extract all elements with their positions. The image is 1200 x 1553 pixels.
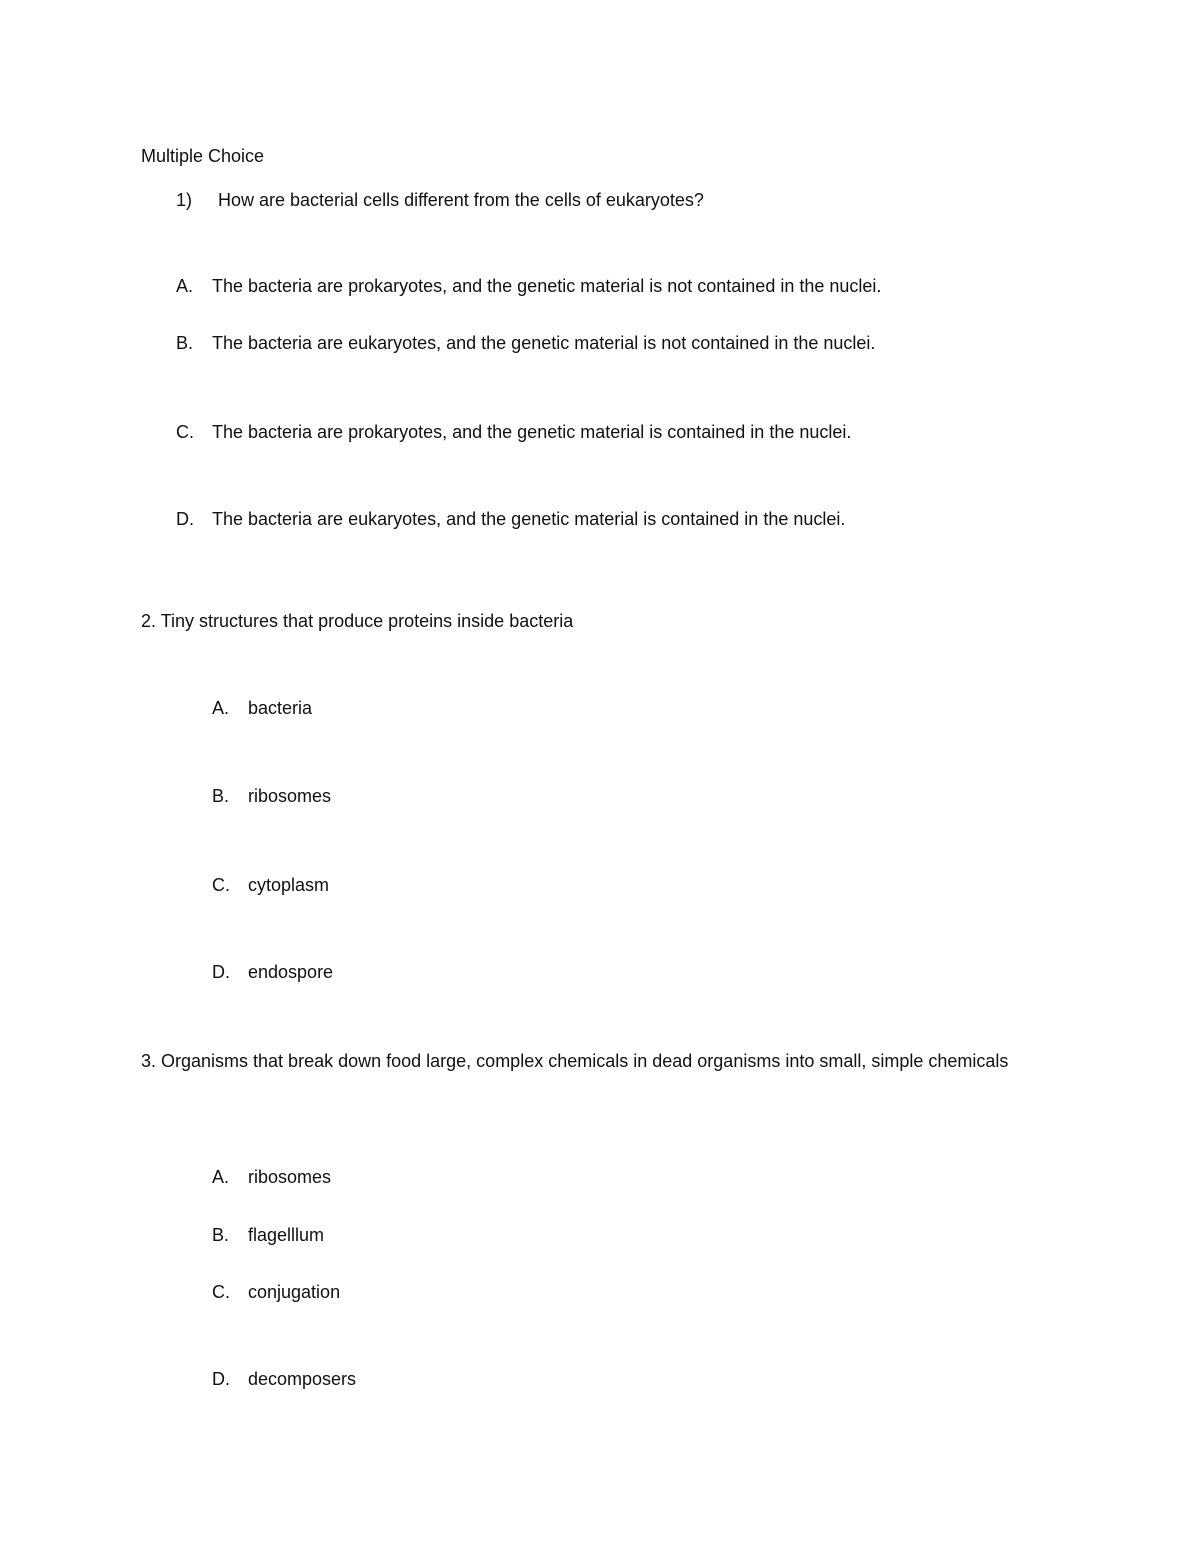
question-3-text: 3. Organisms that break down food large, complex chemicals in dead organisms into small, simple chemicals: [141, 1051, 1009, 1071]
q1-option-b: [176, 331, 875, 355]
option-letter: A.: [212, 1167, 230, 1187]
option-text: endospore: [248, 962, 334, 982]
option-letter: C.: [212, 1282, 230, 1302]
option-text: The bacteria are prokaryotes, and the genetic material is contained in the nuclei.: [212, 422, 852, 442]
option-text: The bacteria are eukaryotes, and the genetic material is contained in the nuclei.: [212, 509, 846, 529]
option-letter: C.: [176, 422, 194, 442]
option-letter: D.: [212, 1369, 230, 1389]
option-text: decomposers: [248, 1369, 357, 1389]
q2-option-c: [212, 873, 329, 897]
option-text: flagelllum: [248, 1225, 325, 1245]
q3-option-d: [212, 1367, 356, 1391]
q1-option-c: [176, 420, 851, 444]
option-letter: B.: [212, 1225, 230, 1245]
question-1-text: How are bacterial cells different from the cells of eukaryotes?: [218, 190, 704, 210]
option-letter: B.: [212, 786, 230, 806]
q1-option-a: [176, 274, 881, 298]
section-title: Multiple Choice: [141, 146, 265, 166]
option-letter: B.: [176, 333, 194, 353]
option-text: cytoplasm: [248, 875, 330, 895]
option-letter: D.: [176, 509, 194, 529]
option-letter: C.: [212, 875, 230, 895]
q3-option-b: [212, 1223, 324, 1247]
q2-option-d: [212, 960, 333, 984]
question-1: [176, 188, 704, 212]
option-text: ribosomes: [248, 786, 332, 806]
option-text: The bacteria are eukaryotes, and the genetic material is not contained in the nuclei.: [212, 333, 876, 353]
question-1-number: 1): [176, 190, 193, 210]
option-letter: A.: [212, 698, 230, 718]
option-text: The bacteria are prokaryotes, and the genetic material is not contained in the nuclei.: [212, 276, 882, 296]
option-text: bacteria: [248, 698, 313, 718]
option-letter: A.: [176, 276, 194, 296]
option-text: ribosomes: [248, 1167, 332, 1187]
question-2-text: 2. Tiny structures that produce proteins inside bacteria: [141, 611, 574, 631]
q2-option-b: [212, 784, 331, 808]
q1-option-d: [176, 507, 845, 531]
option-text: conjugation: [248, 1282, 341, 1302]
q3-option-c: [212, 1280, 340, 1304]
q3-option-a: [212, 1165, 331, 1189]
option-letter: D.: [212, 962, 230, 982]
q2-option-a: [212, 696, 312, 720]
